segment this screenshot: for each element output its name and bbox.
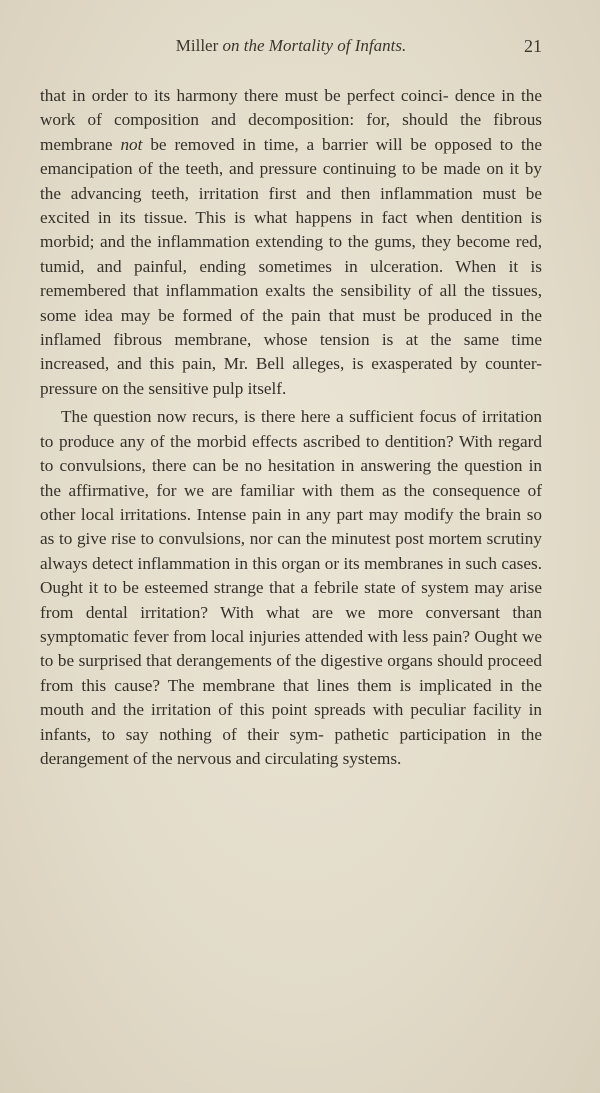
title-word-the: the [243,36,265,55]
title-word-on: on [222,36,240,55]
paragraph-1-start: that in order to its harmony there must be perfect coinci- dence in the work of composition and decomposition: for, should the fibrous membrane [40,86,542,154]
author-name: Miller [175,36,219,55]
page-number: 21 [524,36,542,56]
running-title [40,36,542,56]
running-header [40,36,542,62]
emphasis-not: not [120,134,143,154]
title-remainder: Mortality of Infants. [268,36,407,55]
paragraph-1 [40,84,542,401]
body-text [40,84,542,771]
paragraph-1-end: be removed in time, a barrier will be opposed to the emancipation of the teeth, and pressure continuing to be made on it by the advancing teeth, irritation first and then inflammation must be excited in its tissue. This is what happens in fact when dentition is morbid; and the inflammation extending to the gums, they become red, tumid, and painful, ending sometimes in ulceration. When it is remembered that inflammation exalts the sensibility of all the tissues, some idea may be formed of the pain that must be produced in the inflamed fibrous membrane, whose tension is at the same time increased, and this pain, Mr. Bell alleges, is exasperated by counter-pressure on the sensitive pulp itself. [40,134,542,398]
paragraph-2: The question now recurs, is there here a sufficient focus of irritation to produce any of the morbid effects ascribed to dentition? With regard to convulsions, there can be no hesitation in answering the question in the affirmative, for we are familiar with them as the consequence of other local irritations. Intense pain in any part may modify the brain so as to give rise to convulsions, nor can the minutest post mortem scrutiny always detect inflammation in this organ or its membranes in such cases. Ought it to be esteemed strange that a febrile state of system may arise from dental irritation? With what are we more conversant than symptomatic fever from local injuries attended with less pain? Ought we to be surprised that derangements of the digestive organs should proceed from this cause? The membrane that lines them is implicated in the mouth and the irritation of this point spreads with peculiar facility in infants, to say nothing of their sym- pathetic participation in the derangement of the nervous and circulating systems. [40,407,542,768]
